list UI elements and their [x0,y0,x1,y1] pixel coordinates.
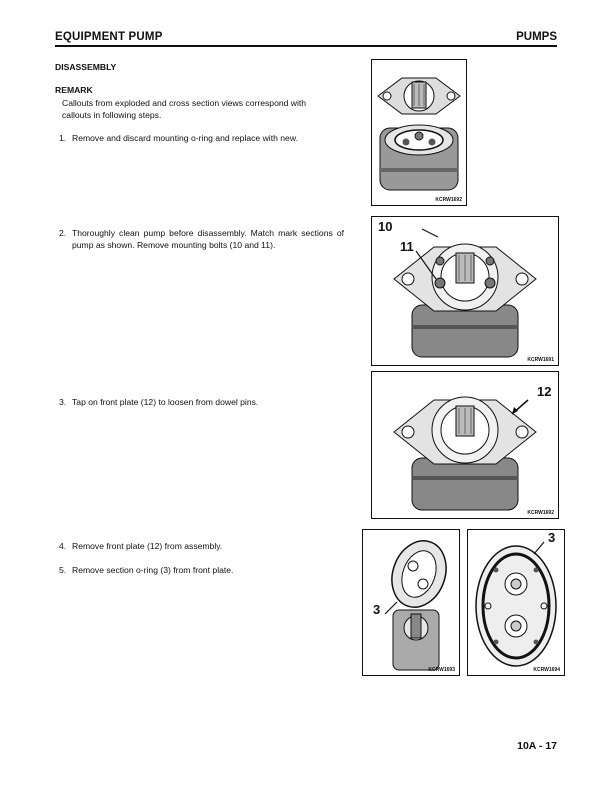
remark-line-1: Callouts from exploded and cross section views correspond with [62,98,307,108]
step-2-text: Thoroughly clean pump before disassembly. Match mark sections of pump as shown. Remove mounting bolts (10 and 11). [72,228,344,250]
page-number: 10A - 17 [517,740,557,752]
figure-4-callout-3: 3 [373,602,381,617]
step-5 [59,564,344,576]
remark-label: REMARK [55,85,93,95]
step-5-text: Remove section o-ring (3) from front plate. [72,565,234,575]
figure-3-callout-12: 12 [537,384,552,399]
figure-1-illustration [372,60,466,205]
header-section-title: EQUIPMENT PUMP [55,31,163,43]
figure-2-callout-11: 11 [400,239,414,254]
step-2 [59,227,344,251]
step-2-number: 2. [59,228,67,238]
figure-2-code: KCRW1691 [527,357,554,363]
step-4 [59,540,344,552]
step-3-text: Tap on front plate (12) to loosen from dowel pins. [72,397,259,407]
figure-5-code: KCRW1694 [533,667,560,673]
step-4-text: Remove front plate (12) from assembly. [72,541,223,551]
figure-4-code: KCRW1693 [428,667,455,673]
step-5-number: 5. [59,565,67,575]
figure-5-callout-3: 3 [548,530,556,545]
remark-line-2: callouts in following steps. [62,110,162,120]
header-rule [55,45,557,47]
header-chapter-title: PUMPS [516,31,557,43]
step-4-number: 4. [59,541,67,551]
figure-3-code: KCRW1692 [527,510,554,516]
figure-3-illustration [372,372,558,518]
figure-1-code: KCRW1692 [435,197,462,203]
step-3 [59,396,344,408]
step-1-number: 1. [59,133,67,143]
figure-5-illustration [468,530,564,675]
section-heading: DISASSEMBLY [55,62,117,72]
figure-3-front-plate [371,371,559,519]
step-1-text: Remove and discard mounting o-ring and replace with new. [72,133,298,143]
step-3-number: 3. [59,397,67,407]
figure-4-front-plate-removed [362,529,460,676]
figure-1-pump-mounting-oring [371,59,467,206]
figure-5-section-oring [467,529,565,676]
figure-2-mounting-bolts [371,216,559,366]
step-1 [59,132,344,144]
figure-2-callout-10: 10 [378,219,393,234]
